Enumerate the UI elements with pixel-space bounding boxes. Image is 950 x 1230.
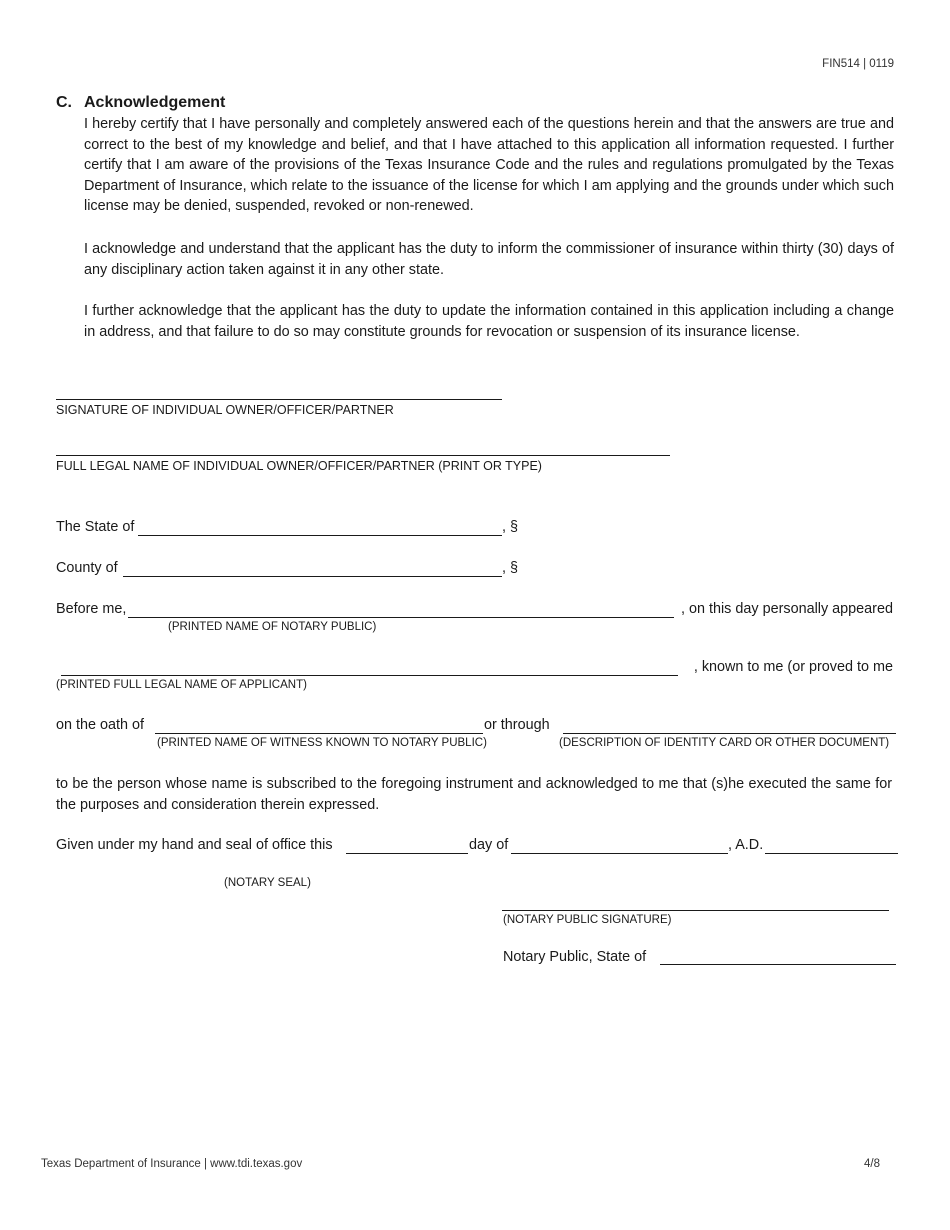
- disciplinary-paragraph: I acknowledge and understand that the applicant has the duty to inform the commissioner of insurance within thirty (30) days of any disciplinary action taken against it in any other state.: [84, 241, 894, 278]
- notary-name-field[interactable]: [128, 617, 674, 618]
- identity-document-field[interactable]: [563, 733, 896, 734]
- day-of-label: day of: [469, 837, 509, 853]
- section-letter: C.: [56, 94, 72, 111]
- given-under-label: Given under my hand and seal of office this: [56, 837, 333, 853]
- ad-label: , A.D.: [728, 837, 764, 853]
- full-name-line[interactable]: [56, 455, 670, 456]
- form-id: FIN514 | 0119: [822, 58, 894, 70]
- subscribed-paragraph: to be the person whose name is subscribed to the foregoing instrument and acknowledged to me that (s)he executed the same for the purposes and consideration therein expressed.: [56, 776, 892, 813]
- notary-signature-caption: (NOTARY PUBLIC SIGNATURE): [503, 914, 672, 926]
- before-me-label: Before me,: [56, 601, 127, 617]
- known-to-me-text: , known to me (or proved to me: [693, 659, 893, 675]
- appeared-text: , on this day personally appeared: [680, 601, 893, 617]
- identity-document-caption: (DESCRIPTION OF IDENTITY CARD OR OTHER DOCUMENT): [559, 737, 890, 749]
- state-label: The State of: [56, 519, 135, 535]
- witness-caption: (PRINTED NAME OF WITNESS KNOWN TO NOTARY PUBLIC): [157, 737, 487, 749]
- county-section-symbol: , §: [502, 560, 518, 576]
- signature-line[interactable]: [56, 399, 502, 400]
- county-label: County of: [56, 560, 118, 576]
- footer-agency: Texas Department of Insurance | www.tdi.texas.gov: [41, 1158, 303, 1170]
- or-through-label: or through: [484, 717, 550, 733]
- oath-of-label: on the oath of: [56, 717, 145, 733]
- witness-name-field[interactable]: [155, 733, 483, 734]
- update-paragraph: I further acknowledge that the applicant has the duty to update the information contained in this application including a change in address, and that failure to do so may constitute grounds for revocation or suspension of its insurance license.: [84, 303, 894, 340]
- year-field[interactable]: [765, 853, 898, 854]
- day-field[interactable]: [346, 853, 468, 854]
- state-field[interactable]: [138, 535, 502, 536]
- certification-paragraph: I hereby certify that I have personally and completely answered each of the questions herein and that the answers are true and correct to the best of my knowledge and belief, and that I have attached to this application all information requested. I further certify that I am aware of the provisions of the Texas Insurance Code and the rules and regulations promulgated by the Texas Department of Insurance, which relate to the issuance of the license for which I am applying and the grounds under which such license may be denied, suspended, revoked or non-renewed.: [84, 116, 894, 215]
- notary-state-label: Notary Public, State of: [503, 949, 647, 965]
- section-title: Acknowledgement: [84, 94, 226, 111]
- county-field[interactable]: [123, 576, 502, 577]
- applicant-name-caption: (PRINTED FULL LEGAL NAME OF APPLICANT): [56, 679, 307, 691]
- notary-signature-line[interactable]: [502, 910, 889, 911]
- state-section-symbol: , §: [502, 519, 518, 535]
- notary-name-caption: (PRINTED NAME OF NOTARY PUBLIC): [168, 621, 377, 633]
- signature-caption: SIGNATURE OF INDIVIDUAL OWNER/OFFICER/PARTNER: [56, 403, 394, 417]
- month-field[interactable]: [511, 853, 728, 854]
- applicant-name-field[interactable]: [61, 675, 678, 676]
- notary-seal-caption: (NOTARY SEAL): [224, 877, 311, 889]
- footer-page-number: 4/8: [864, 1158, 880, 1170]
- notary-state-field[interactable]: [660, 964, 896, 965]
- full-name-caption: FULL LEGAL NAME OF INDIVIDUAL OWNER/OFFICER/PARTNER (PRINT OR TYPE): [56, 459, 542, 473]
